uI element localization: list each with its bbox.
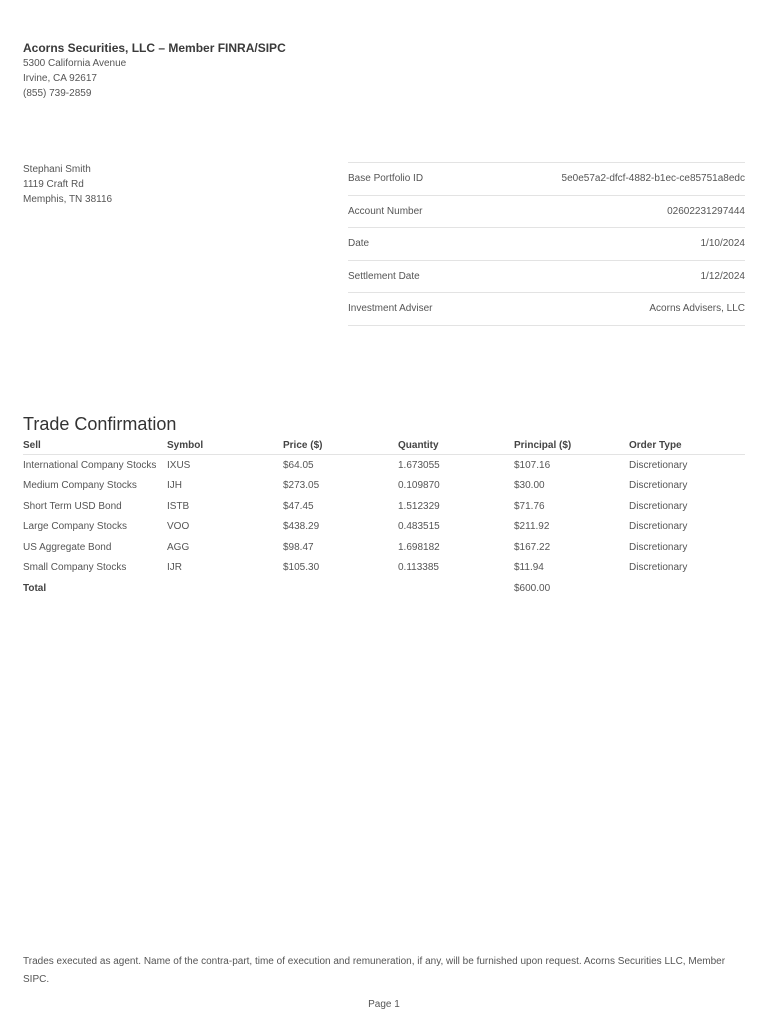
trade-table: [23, 436, 745, 599]
table-row: [23, 476, 745, 497]
cell-order-type: Discretionary: [629, 541, 688, 553]
cell-quantity: 0.113385: [398, 562, 439, 574]
cell-quantity: 1.673055: [398, 459, 440, 471]
detail-row-account-number: [348, 196, 745, 229]
detail-value: Acorns Advisers, LLC: [649, 303, 745, 315]
total-row: [23, 578, 745, 599]
detail-label: Date: [348, 238, 370, 250]
table-row: [23, 558, 745, 579]
cell-order-type: Discretionary: [629, 562, 688, 574]
firm-info: [23, 40, 286, 101]
cell-principal: $71.76: [514, 500, 545, 512]
cell-symbol: IJH: [167, 480, 182, 492]
trade-confirmation-title: Trade Confirmation: [23, 414, 177, 434]
cell-principal: $211.92: [514, 521, 550, 533]
footer-disclaimer: Trades executed as agent. Name of the contra-part, time of execution and remuneration, if any, will be furnished upon request. Acorns Securities LLC, Member SIPC.: [23, 956, 726, 985]
cell-quantity: 1.512329: [398, 500, 440, 512]
cell-sell: Large Company Stocks: [23, 521, 127, 533]
table-row: [23, 537, 745, 558]
firm-address-line2: Irvine, CA 92617: [23, 73, 97, 84]
column-header-order-type: Order Type: [629, 436, 745, 455]
detail-value: 5e0e57a2-dfcf-4882-b1ec-ce85751a8edc: [561, 173, 745, 185]
cell-price: $47.45: [283, 500, 314, 512]
detail-label: Investment Adviser: [348, 303, 433, 315]
cell-sell: Small Company Stocks: [23, 562, 127, 574]
detail-row-investment-adviser: [348, 293, 745, 326]
column-header-price: Price ($): [283, 436, 398, 455]
cell-quantity: 0.109870: [398, 480, 440, 492]
cell-principal: $107.16: [514, 459, 551, 471]
cell-order-type: Discretionary: [629, 459, 688, 471]
page-number: Page 1: [368, 999, 400, 1010]
cell-principal: $30.00: [514, 480, 545, 492]
firm-name: Acorns Securities, LLC – Member FINRA/SIPC: [23, 41, 286, 55]
cell-quantity: 0.483515: [398, 521, 440, 533]
cell-order-type: Discretionary: [629, 480, 688, 492]
detail-label: Settlement Date: [348, 270, 420, 282]
cell-principal: $11.94: [514, 562, 544, 574]
cell-order-type: Discretionary: [629, 500, 688, 512]
cell-sell: Medium Company Stocks: [23, 480, 137, 492]
firm-phone: (855) 739-2859: [23, 88, 92, 99]
detail-row-portfolio-id: [348, 163, 745, 196]
detail-label: Base Portfolio ID: [348, 173, 424, 185]
cell-quantity: 1.698182: [398, 541, 440, 553]
total-value: $600.00: [514, 582, 551, 594]
cell-symbol: AGG: [167, 541, 190, 553]
cell-symbol: IXUS: [167, 459, 191, 471]
cell-price: $273.05: [283, 480, 320, 492]
table-header-row: [23, 436, 745, 455]
detail-row-settlement-date: [348, 261, 745, 294]
cell-sell: US Aggregate Bond: [23, 541, 112, 553]
cell-price: $64.05: [283, 459, 314, 471]
detail-value: 1/10/2024: [700, 238, 745, 250]
column-header-quantity: Quantity: [398, 436, 514, 455]
column-header-principal: Principal ($): [514, 436, 629, 455]
cell-price: $98.47: [283, 541, 314, 553]
cell-order-type: Discretionary: [629, 521, 688, 533]
customer-name: Stephani Smith: [23, 164, 91, 175]
table-row: [23, 517, 745, 538]
detail-row-date: [348, 228, 745, 261]
table-row: [23, 455, 745, 476]
column-header-sell: Sell: [23, 436, 167, 455]
cell-symbol: IJR: [167, 562, 182, 574]
firm-address-line1: 5300 California Avenue: [23, 58, 127, 69]
table-row: [23, 496, 745, 517]
cell-price: $105.30: [283, 562, 320, 574]
cell-symbol: VOO: [167, 521, 190, 533]
cell-principal: $167.22: [514, 541, 551, 553]
customer-address-line1: 1119 Craft Rd: [23, 179, 84, 190]
column-header-symbol: Symbol: [167, 436, 283, 455]
account-details: [348, 162, 745, 326]
cell-price: $438.29: [283, 521, 320, 533]
detail-value: 02602231297444: [667, 205, 745, 217]
customer-address-line2: Memphis, TN 38116: [23, 194, 113, 205]
customer-info: [23, 162, 112, 207]
detail-label: Account Number: [348, 205, 423, 217]
cell-symbol: ISTB: [167, 500, 190, 512]
cell-sell: International Company Stocks: [23, 459, 157, 471]
cell-sell: Short Term USD Bond: [23, 500, 122, 512]
detail-value: 1/12/2024: [700, 270, 745, 282]
total-label: Total: [23, 582, 47, 594]
